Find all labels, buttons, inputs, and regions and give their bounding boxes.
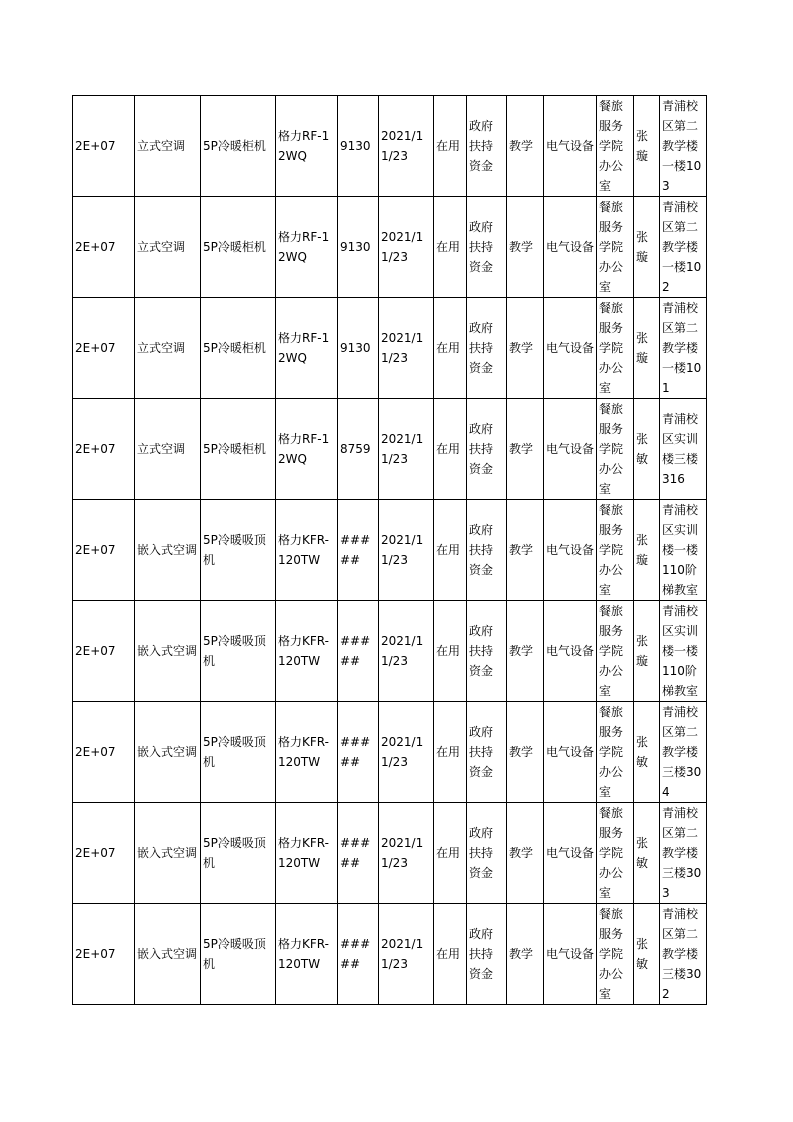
cell-keeper: 张璇 [634, 197, 660, 298]
cell-use: 教学 [507, 702, 544, 803]
asset-table-body [73, 96, 707, 1005]
cell-use: 教学 [507, 399, 544, 500]
cell-model: 格力RF-12WQ [276, 96, 338, 197]
cell-category: 电气设备 [544, 904, 597, 1005]
table-row [73, 702, 707, 803]
cell-date: 2021/11/23 [379, 96, 434, 197]
cell-model: 格力RF-12WQ [276, 298, 338, 399]
cell-keeper: 张璇 [634, 500, 660, 601]
cell-status: 在用 [434, 399, 467, 500]
cell-date: 2021/11/23 [379, 500, 434, 601]
cell-price: ##### [338, 904, 379, 1005]
cell-source: 政府扶持资金 [467, 96, 507, 197]
cell-dept: 餐旅服务学院办公室 [597, 904, 634, 1005]
cell-date: 2021/11/23 [379, 197, 434, 298]
cell-spec: 5P冷暖柜机 [201, 298, 276, 399]
table-row [73, 96, 707, 197]
cell-use: 教学 [507, 803, 544, 904]
table-row [73, 904, 707, 1005]
cell-spec: 5P冷暖柜机 [201, 197, 276, 298]
cell-spec: 5P冷暖吸顶机 [201, 500, 276, 601]
cell-model: 格力KFR-120TW [276, 601, 338, 702]
cell-category: 电气设备 [544, 399, 597, 500]
cell-date: 2021/11/23 [379, 298, 434, 399]
cell-location: 青浦校区第二教学楼一楼103 [660, 96, 707, 197]
cell-source: 政府扶持资金 [467, 702, 507, 803]
cell-id: 2E+07 [73, 803, 135, 904]
cell-use: 教学 [507, 904, 544, 1005]
table-row [73, 399, 707, 500]
table-row [73, 601, 707, 702]
cell-category: 电气设备 [544, 96, 597, 197]
cell-name: 嵌入式空调 [135, 702, 201, 803]
cell-dept: 餐旅服务学院办公室 [597, 399, 634, 500]
cell-spec: 5P冷暖吸顶机 [201, 702, 276, 803]
cell-category: 电气设备 [544, 298, 597, 399]
cell-status: 在用 [434, 803, 467, 904]
cell-price: 8759 [338, 399, 379, 500]
cell-dept: 餐旅服务学院办公室 [597, 601, 634, 702]
cell-location: 青浦校区第二教学楼一楼102 [660, 197, 707, 298]
table-row [73, 803, 707, 904]
cell-name: 立式空调 [135, 399, 201, 500]
cell-keeper: 张敏 [634, 803, 660, 904]
cell-use: 教学 [507, 500, 544, 601]
table-row [73, 197, 707, 298]
cell-name: 嵌入式空调 [135, 500, 201, 601]
cell-dept: 餐旅服务学院办公室 [597, 803, 634, 904]
cell-status: 在用 [434, 96, 467, 197]
table-row [73, 298, 707, 399]
cell-category: 电气设备 [544, 803, 597, 904]
cell-id: 2E+07 [73, 399, 135, 500]
cell-category: 电气设备 [544, 500, 597, 601]
cell-location: 青浦校区实训楼一楼110阶梯教室 [660, 500, 707, 601]
cell-model: 格力RF-12WQ [276, 197, 338, 298]
cell-dept: 餐旅服务学院办公室 [597, 500, 634, 601]
cell-model: 格力KFR-120TW [276, 702, 338, 803]
cell-id: 2E+07 [73, 96, 135, 197]
cell-use: 教学 [507, 197, 544, 298]
cell-date: 2021/11/23 [379, 803, 434, 904]
cell-status: 在用 [434, 298, 467, 399]
cell-source: 政府扶持资金 [467, 803, 507, 904]
cell-id: 2E+07 [73, 197, 135, 298]
cell-keeper: 张璇 [634, 298, 660, 399]
cell-name: 嵌入式空调 [135, 601, 201, 702]
cell-spec: 5P冷暖柜机 [201, 96, 276, 197]
cell-name: 嵌入式空调 [135, 904, 201, 1005]
cell-model: 格力KFR-120TW [276, 500, 338, 601]
cell-use: 教学 [507, 298, 544, 399]
cell-dept: 餐旅服务学院办公室 [597, 298, 634, 399]
cell-source: 政府扶持资金 [467, 500, 507, 601]
cell-use: 教学 [507, 96, 544, 197]
cell-location: 青浦校区第二教学楼三楼302 [660, 904, 707, 1005]
cell-status: 在用 [434, 904, 467, 1005]
cell-date: 2021/11/23 [379, 601, 434, 702]
cell-id: 2E+07 [73, 601, 135, 702]
cell-location: 青浦校区实训楼三楼316 [660, 399, 707, 500]
cell-source: 政府扶持资金 [467, 197, 507, 298]
cell-model: 格力KFR-120TW [276, 904, 338, 1005]
cell-price: 9130 [338, 96, 379, 197]
cell-model: 格力RF-12WQ [276, 399, 338, 500]
cell-dept: 餐旅服务学院办公室 [597, 197, 634, 298]
cell-location: 青浦校区第二教学楼一楼101 [660, 298, 707, 399]
cell-status: 在用 [434, 702, 467, 803]
cell-date: 2021/11/23 [379, 702, 434, 803]
cell-location: 青浦校区第二教学楼三楼303 [660, 803, 707, 904]
cell-status: 在用 [434, 197, 467, 298]
cell-spec: 5P冷暖柜机 [201, 399, 276, 500]
cell-dept: 餐旅服务学院办公室 [597, 96, 634, 197]
cell-status: 在用 [434, 500, 467, 601]
cell-name: 立式空调 [135, 96, 201, 197]
cell-price: 9130 [338, 298, 379, 399]
cell-id: 2E+07 [73, 298, 135, 399]
cell-source: 政府扶持资金 [467, 601, 507, 702]
cell-keeper: 张璇 [634, 601, 660, 702]
cell-use: 教学 [507, 601, 544, 702]
cell-name: 立式空调 [135, 197, 201, 298]
cell-price: ##### [338, 803, 379, 904]
cell-dept: 餐旅服务学院办公室 [597, 702, 634, 803]
cell-keeper: 张敏 [634, 702, 660, 803]
asset-table [72, 95, 707, 1005]
cell-price: ##### [338, 702, 379, 803]
cell-price: ##### [338, 500, 379, 601]
cell-model: 格力KFR-120TW [276, 803, 338, 904]
cell-date: 2021/11/23 [379, 399, 434, 500]
cell-keeper: 张敏 [634, 399, 660, 500]
table-row [73, 500, 707, 601]
cell-category: 电气设备 [544, 601, 597, 702]
cell-location: 青浦校区实训楼一楼110阶梯教室 [660, 601, 707, 702]
cell-status: 在用 [434, 601, 467, 702]
cell-spec: 5P冷暖吸顶机 [201, 601, 276, 702]
cell-source: 政府扶持资金 [467, 298, 507, 399]
cell-id: 2E+07 [73, 500, 135, 601]
cell-spec: 5P冷暖吸顶机 [201, 803, 276, 904]
cell-price: 9130 [338, 197, 379, 298]
cell-name: 嵌入式空调 [135, 803, 201, 904]
cell-name: 立式空调 [135, 298, 201, 399]
cell-location: 青浦校区第二教学楼三楼304 [660, 702, 707, 803]
cell-keeper: 张敏 [634, 904, 660, 1005]
cell-source: 政府扶持资金 [467, 399, 507, 500]
cell-id: 2E+07 [73, 702, 135, 803]
cell-id: 2E+07 [73, 904, 135, 1005]
cell-category: 电气设备 [544, 702, 597, 803]
cell-spec: 5P冷暖吸顶机 [201, 904, 276, 1005]
cell-category: 电气设备 [544, 197, 597, 298]
cell-keeper: 张璇 [634, 96, 660, 197]
cell-source: 政府扶持资金 [467, 904, 507, 1005]
cell-price: ##### [338, 601, 379, 702]
cell-date: 2021/11/23 [379, 904, 434, 1005]
